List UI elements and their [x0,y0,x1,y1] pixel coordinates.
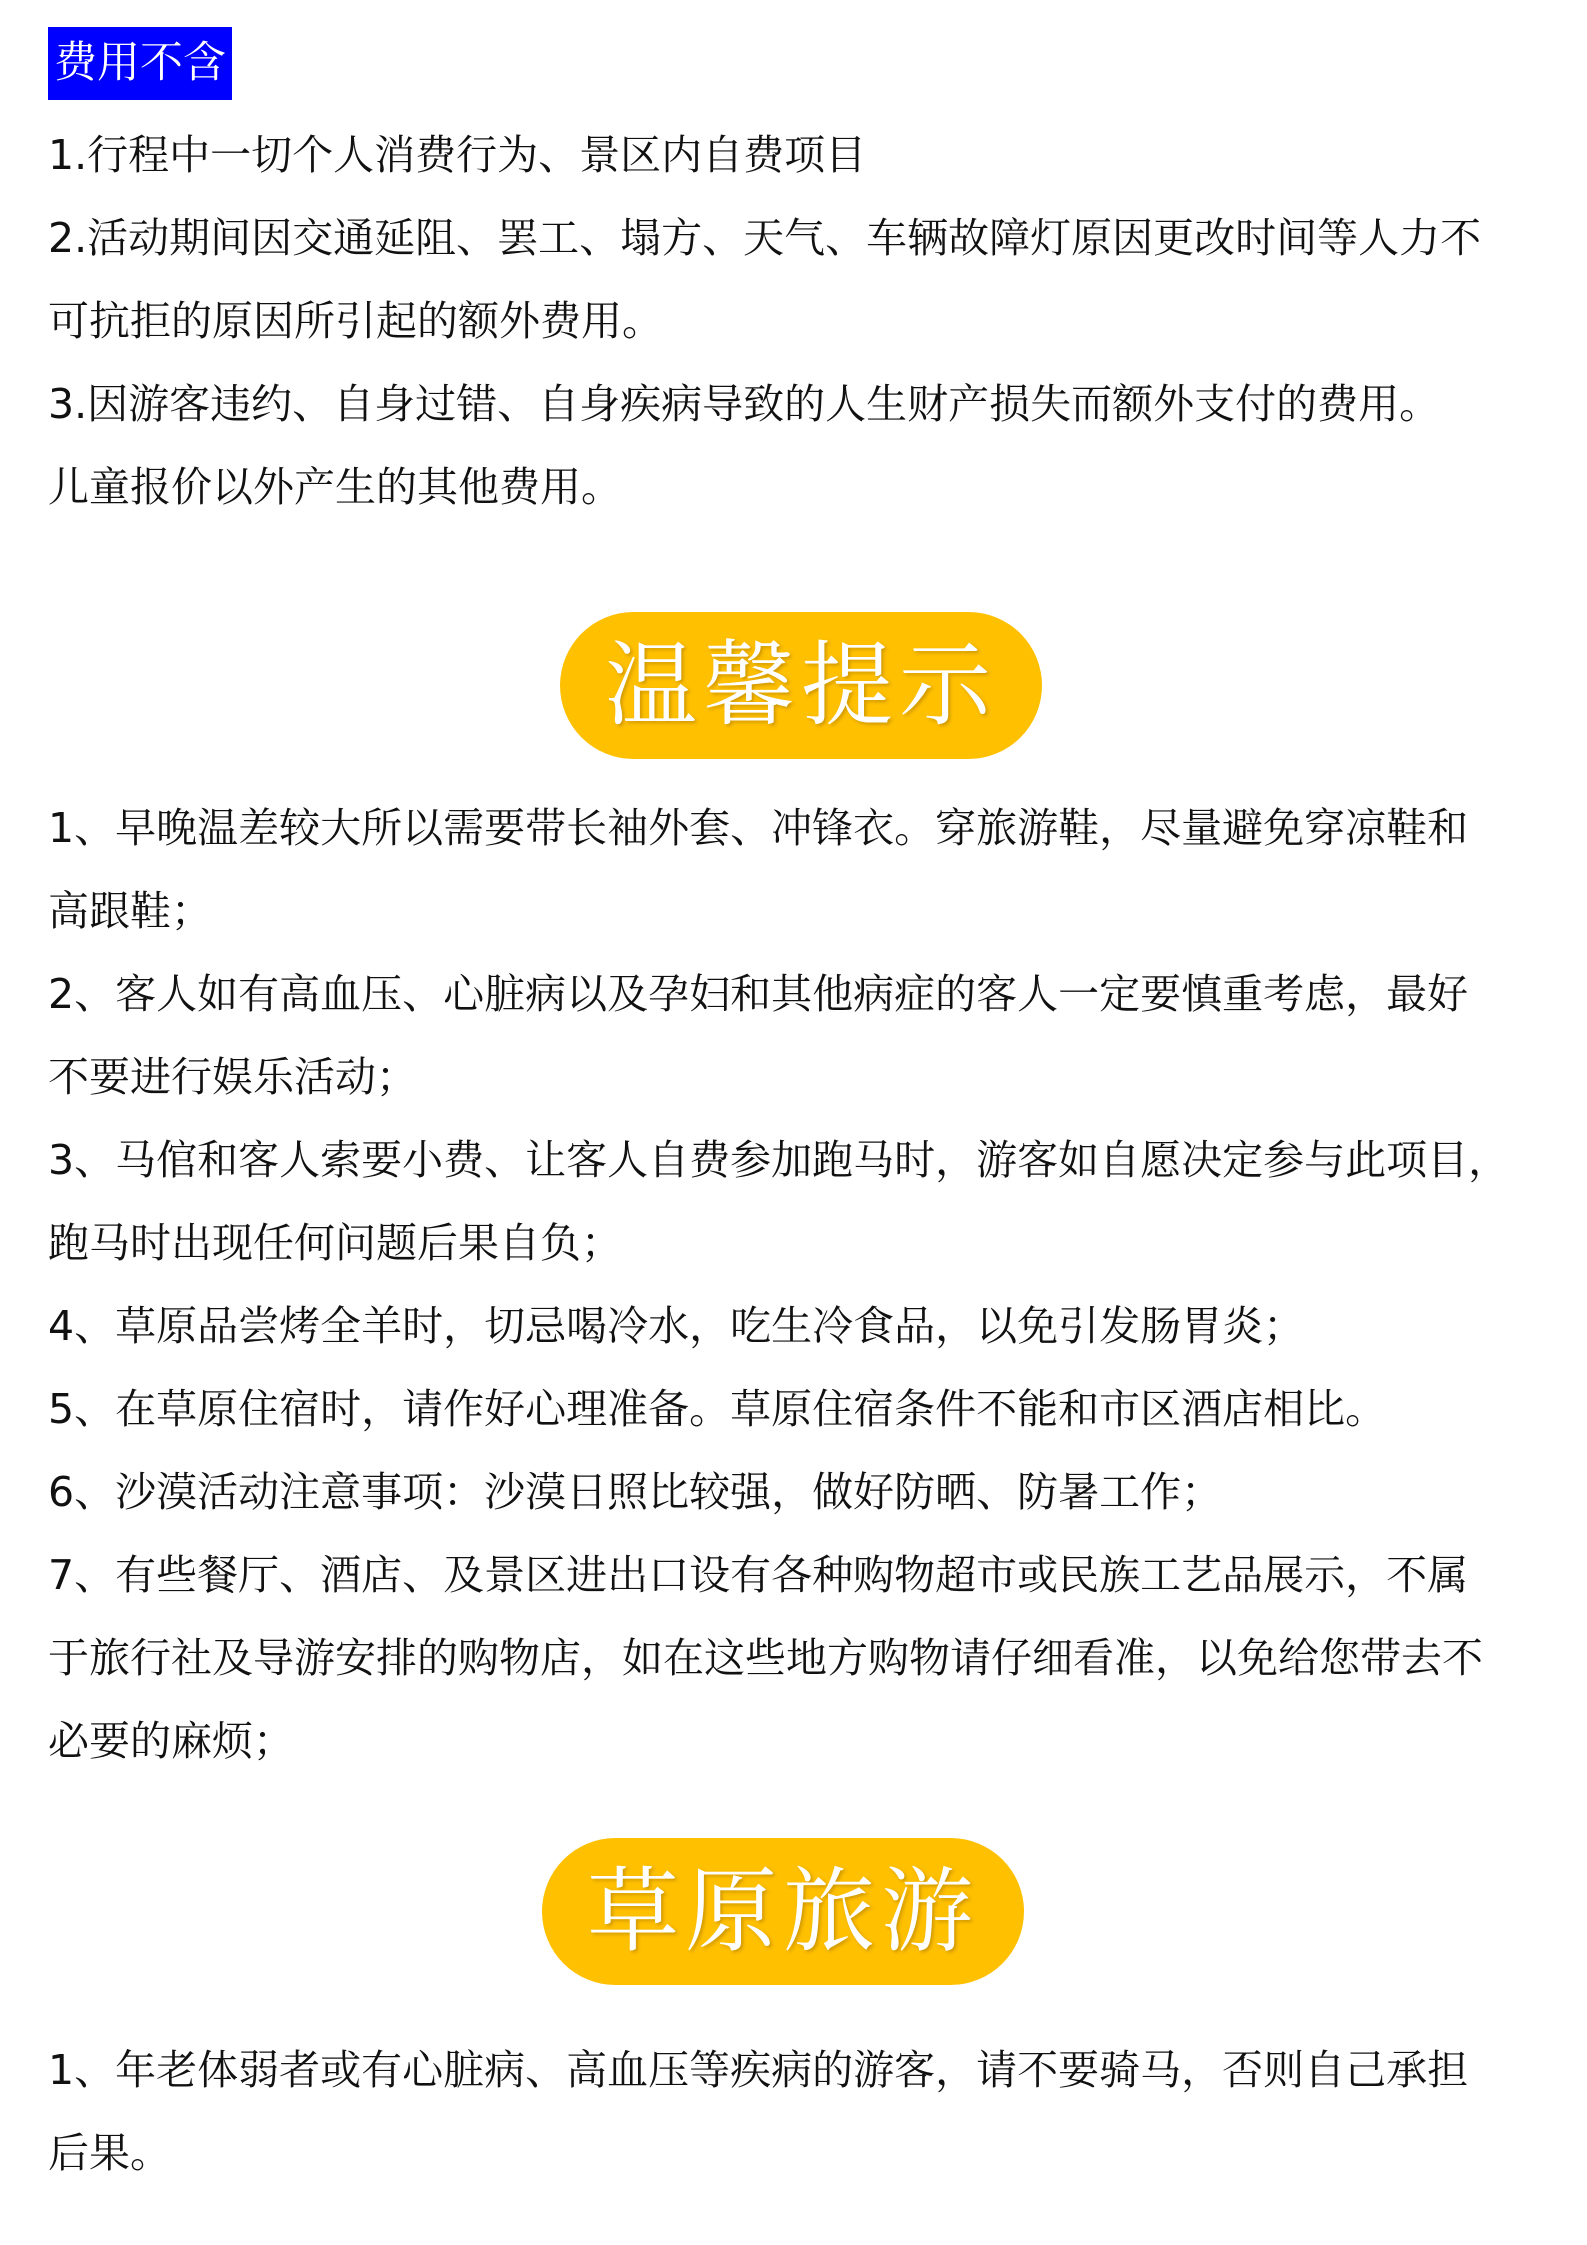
section-label-excluded: 费用不含 [48,27,232,100]
tips-line-1: 1、早晚温差较大所以需要带长袖外套、冲锋衣。穿旅游鞋，尽量避免穿凉鞋和 [48,804,1469,852]
grassland-line-1: 1、年老体弱者或有心脏病、高血压等疾病的游客，请不要骑马，否则自己承担 [48,2046,1469,2094]
tips-line-8: 5、在草原住宿时，请作好心理准备。草原住宿条件不能和市区酒店相比。 [48,1385,1387,1433]
tips-line-3: 2、客人如有高血压、心脏病以及孕妇和其他病症的客人一定要慎重考虑，最好 [48,970,1469,1018]
excluded-line-4: 3.因游客违约、自身过错、自身疾病导致的人生财产损失而额外支付的费用。 [48,380,1441,428]
tips-line-9: 6、沙漠活动注意事项：沙漠日照比较强，做好防晒、防暑工作； [48,1468,1223,1516]
tips-line-5: 3、马倌和客人索要小费、让客人自费参加跑马时，游客如自愿决定参与此项目， [48,1136,1510,1184]
tips-line-2: 高跟鞋； [48,887,212,935]
grassland-line-2: 后果。 [48,2129,171,2177]
tips-line-10: 7、有些餐厅、酒店、及景区进出口设有各种购物超市或民族工艺品展示，不属 [48,1551,1469,1599]
excluded-line-5: 儿童报价以外产生的其他费用。 [48,463,622,511]
tips-line-12: 必要的麻烦； [48,1717,294,1765]
excluded-line-1: 1.行程中一切个人消费行为、景区内自费项目 [48,131,867,179]
grassland-heading-pill: 草原旅游 [542,1838,1024,1985]
tips-line-11: 于旅行社及导游安排的购物店，如在这些地方购物请仔细看准，以免给您带去不 [48,1634,1483,1682]
excluded-line-2: 2.活动期间因交通延阻、罢工、塌方、天气、车辆故障灯原因更改时间等人力不 [48,214,1482,262]
tips-heading-pill: 温馨提示 [560,612,1042,759]
tips-line-7: 4、草原品尝烤全羊时，切忌喝冷水，吃生冷食品，以免引发肠胃炎； [48,1302,1305,1350]
excluded-line-3: 可抗拒的原因所引起的额外费用。 [48,297,663,345]
tips-line-6: 跑马时出现任何问题后果自负； [48,1219,622,1267]
tips-line-4: 不要进行娱乐活动； [48,1053,417,1101]
